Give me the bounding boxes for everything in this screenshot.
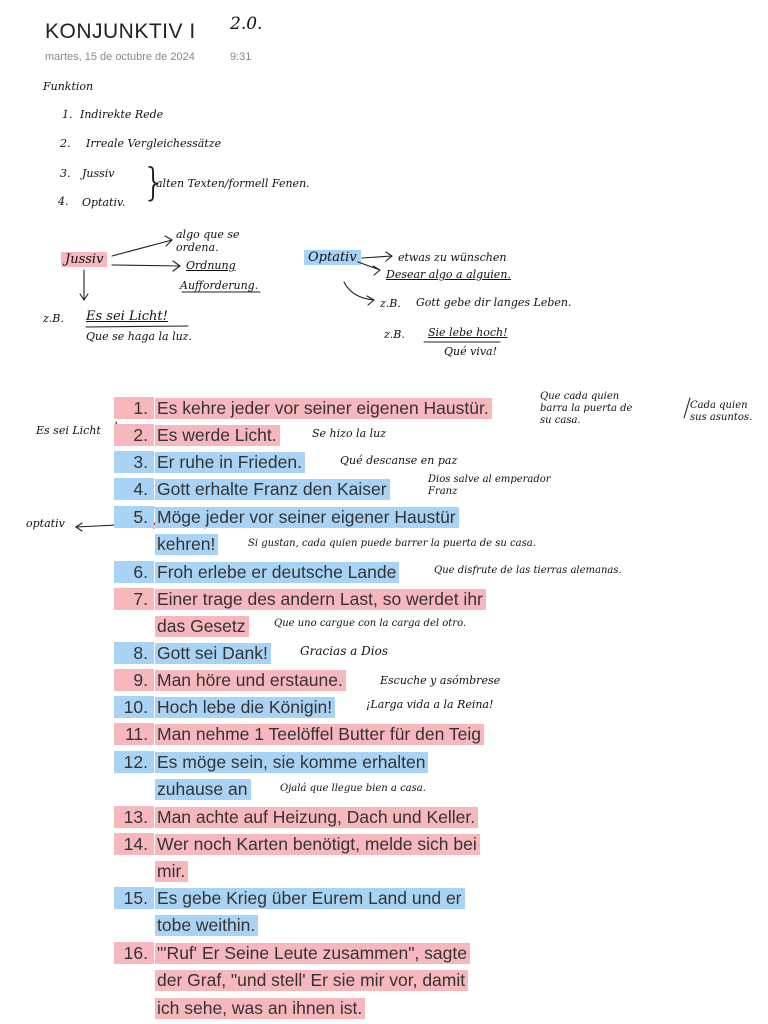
funktion-item-num: 3.	[60, 167, 71, 180]
list-item-number: 9.	[114, 669, 154, 691]
translation-note: Qué descanse en paz	[340, 454, 458, 467]
sentence-text: Es gebe Krieg über Eurem Land und er	[155, 888, 465, 909]
translation-note: Si gustan, cada quien puede barrer la puerta de su casa.	[248, 538, 536, 549]
optativ-meaning: etwas zu wünschen	[398, 251, 507, 264]
sentence-text: das Gesetz	[155, 616, 249, 637]
jussiv-zb-label: z.B.	[43, 312, 64, 325]
left-note: optativ	[26, 517, 65, 530]
list-item-number: 16.	[114, 942, 154, 964]
sentence-text: Möge jeder vor seiner eigener Haustür	[155, 507, 459, 528]
sentence-text: ich sehe, was an ihnen ist.	[155, 998, 365, 1019]
funktion-item-text: Jussiv	[82, 167, 115, 180]
translation-note: Cada quien sus asuntos.	[690, 400, 753, 423]
funktion-item-text: Optativ.	[82, 196, 126, 209]
sentence-text: Gott erhalte Franz den Kaiser	[155, 479, 390, 500]
translation-note: Escuche y asómbrese	[380, 674, 501, 687]
jussiv-meaning: algo que se ordena.	[176, 228, 240, 254]
translation-note: Que cada quien barra la puerta de su casa.	[540, 391, 633, 426]
jussiv-label: Jussiv	[61, 252, 107, 267]
optativ-meaning-es: Desear algo a alguien.	[386, 268, 511, 281]
funktion-item-num: 4.	[58, 195, 69, 208]
sentence-text: tobe weithin.	[155, 915, 258, 936]
sentence-text: Hoch lebe die Königin!	[155, 697, 335, 718]
sentence-text: der Graf, "und stell' Er sie mir vor, damit	[155, 970, 468, 991]
translation-note: Se hizo la luz	[312, 427, 387, 440]
list-item-number: 6.	[114, 561, 154, 583]
sentence-text: mir.	[155, 861, 188, 882]
funktion-heading: Funktion	[43, 80, 94, 93]
list-item-number: 3.	[114, 451, 154, 473]
list-item-number: 12.	[114, 751, 154, 773]
sentence-text: Gott sei Dank!	[155, 643, 271, 664]
funktion-bracket-note: alten Texten/formell Fenen.	[156, 177, 310, 190]
optativ-zb-label: z.B.	[384, 328, 405, 341]
list-item-number: 11.	[114, 723, 154, 745]
list-item-number: 8.	[114, 642, 154, 664]
sentence-text: Wer noch Karten benötigt, melde sich bei	[155, 834, 480, 855]
funktion-item-text: Irreale Vergleichessätze	[86, 137, 222, 150]
sentence-text: zuhause an	[155, 779, 251, 800]
translation-note: ¡Larga vida a la Reina!	[366, 698, 494, 711]
list-item-number: 2.	[114, 424, 154, 446]
list-item-number: 13.	[114, 806, 154, 828]
list-item-number: 1.	[114, 397, 154, 419]
sentence-text: Man achte auf Heizung, Dach und Keller.	[155, 807, 478, 828]
sentence-text: Es werde Licht.	[155, 425, 280, 446]
jussiv-aufforderung: Aufforderung.	[180, 279, 259, 292]
translation-note: Gracias a Dios	[300, 644, 388, 658]
optativ-label: Optativ	[304, 250, 361, 265]
sentence-text: kehren!	[155, 534, 218, 555]
jussiv-translation: Que se haga la luz.	[86, 330, 192, 343]
funktion-item-num: 2.	[60, 137, 71, 150]
page-date: martes, 15 de octubre de 2024	[45, 51, 195, 63]
sentence-text: Einer trage des andern Last, so werdet ihr	[155, 589, 486, 610]
funktion-item-text: Indirekte Rede	[80, 108, 164, 121]
left-note: Es sei Licht	[36, 424, 101, 437]
translation-note: Ojalá que llegue bien a casa.	[280, 783, 426, 794]
optativ-translation: Qué viva!	[444, 345, 498, 358]
optativ-example: Gott gebe dir langes Leben.	[416, 296, 572, 309]
sentence-text: Man nehme 1 Teelöffel Butter für den Teig	[155, 724, 484, 745]
page-time: 9:31	[230, 51, 252, 63]
sentence-text: Man höre und erstaune.	[155, 670, 346, 691]
title-note: 2.0.	[230, 14, 263, 34]
sentence-text: Er ruhe in Frieden.	[155, 452, 305, 473]
curly-bracket-icon: }	[142, 160, 167, 204]
jussiv-example: Es sei Licht!	[86, 309, 168, 324]
translation-note: Que uno cargue con la carga del otro.	[274, 618, 467, 629]
translation-note: Dios salve al emperador Franz	[428, 474, 551, 497]
list-item-number: 5.	[114, 506, 154, 528]
list-item-number: 7.	[114, 588, 154, 610]
list-item-number: 14.	[114, 833, 154, 855]
page-title: KONJUNKTIV I	[45, 20, 196, 43]
sentence-text: Froh erlebe er deutsche Lande	[155, 562, 399, 583]
funktion-item-num: 1.	[62, 108, 73, 121]
optativ-zb-label: z.B.	[380, 297, 401, 310]
translation-note: Que disfrute de las tierras alemanas.	[434, 565, 622, 576]
optativ-example: Sie lebe hoch!	[428, 326, 508, 339]
sentence-text: "'Ruf' Er Seine Leute zusammen", sagte	[155, 943, 470, 964]
sentence-text: Es kehre jeder vor seiner eigenen Haustür.	[155, 398, 492, 419]
list-item-number: 10.	[114, 696, 154, 718]
sentence-text: Es möge sein, sie komme erhalten	[155, 752, 428, 773]
list-item-number: 4.	[114, 478, 154, 500]
list-item-number: 15.	[114, 887, 154, 909]
jussiv-ordnung: Ordnung	[186, 259, 236, 272]
